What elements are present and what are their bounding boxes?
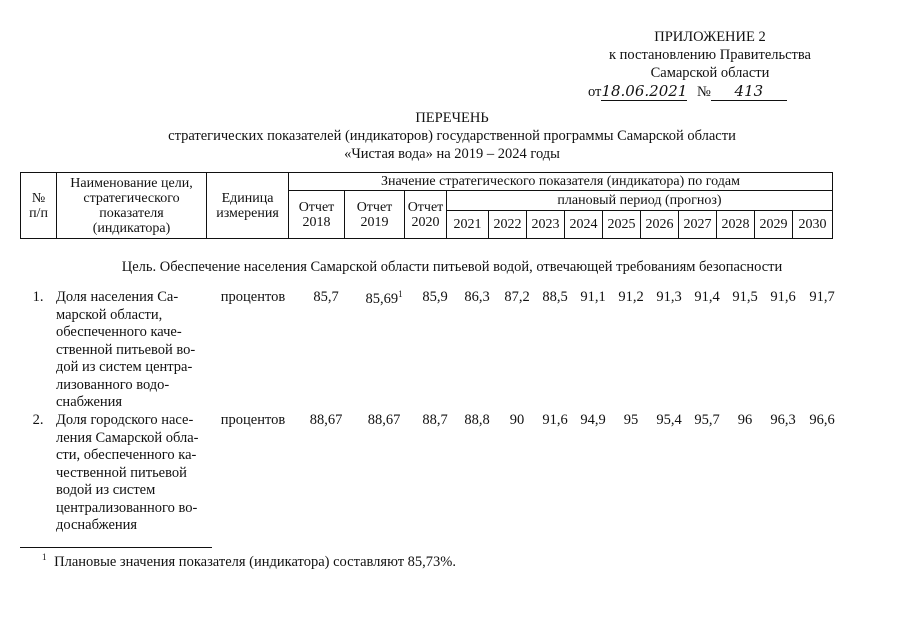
col-header-year: 2024 <box>565 211 603 239</box>
value-cell: 85,7 <box>313 289 339 305</box>
value-cell: 95 <box>623 412 639 428</box>
row-2-unit: процентов <box>220 412 286 428</box>
value-cell: 86,3 <box>464 289 490 305</box>
value-cell: 91,2 <box>618 289 644 305</box>
value-cell: 85,9 <box>422 289 448 305</box>
footnote-separator <box>20 547 212 548</box>
value-cell: 88,8 <box>464 412 490 428</box>
value-cell: 91,6 <box>770 289 796 305</box>
col-header-report-2019: Отчет 2019 <box>345 191 405 239</box>
col-header-report-2018: Отчет 2018 <box>289 191 345 239</box>
annex-date-line <box>588 82 818 101</box>
value-cell: 91,3 <box>656 289 682 305</box>
col-header-num: № п/п <box>21 173 57 239</box>
col-header-report-2020: Отчет 2020 <box>405 191 447 239</box>
footnote-mark: 1 <box>42 552 47 562</box>
value-cell: 95,4 <box>656 412 682 428</box>
row-2-num: 2. <box>32 412 44 428</box>
value-cell: 94,9 <box>580 412 606 428</box>
value-cell: 96 <box>737 412 753 428</box>
document-subtitle-1: стратегических показателей (индикаторов) государственной программы Самарской области <box>168 128 736 144</box>
value-cell: 88,5 <box>542 289 568 305</box>
annex-title: ПРИЛОЖЕНИЕ 2 <box>654 29 766 45</box>
col-header-year: 2023 <box>527 211 565 239</box>
col-header-year: 2022 <box>489 211 527 239</box>
value-cell: 90 <box>509 412 525 428</box>
value-cell: 91,4 <box>694 289 720 305</box>
document-title: ПЕРЕЧЕНЬ <box>415 110 489 126</box>
annex-line1: к постановлению Правительства <box>609 47 811 63</box>
value-cell: 91,7 <box>809 289 835 305</box>
value-cell: 91,1 <box>580 289 606 305</box>
col-header-year: 2021 <box>447 211 489 239</box>
number-prefix: № <box>697 84 711 100</box>
col-header-year: 2027 <box>679 211 717 239</box>
date-value: 18.06.2021 <box>601 82 688 100</box>
col-header-year: 2030 <box>793 211 833 239</box>
col-header-year: 2025 <box>603 211 641 239</box>
indicators-table-header <box>20 172 833 239</box>
annex-line2: Самарской области <box>650 65 770 81</box>
value-cell: 88,67 <box>367 412 401 428</box>
col-header-year: 2028 <box>717 211 755 239</box>
col-header-year: 2026 <box>641 211 679 239</box>
col-header-name: Наименование цели, стратегического показателя (индикатора) <box>57 173 207 239</box>
value-cell: 91,6 <box>542 412 568 428</box>
col-header-planned-group: плановый период (прогноз) <box>447 191 833 211</box>
value-cell: 88,7 <box>422 412 448 428</box>
col-header-unit: Единица измерения <box>207 173 289 239</box>
date-prefix: от <box>588 84 602 100</box>
col-header-values-group: Значение стратегического показателя (индикатора) по годам <box>289 173 833 191</box>
footnote <box>42 552 456 571</box>
value-cell: 85,69$^1$ <box>365 289 403 307</box>
value-cell: 96,6 <box>809 412 835 428</box>
value-cell: 95,7 <box>694 412 720 428</box>
value-cell: 91,5 <box>732 289 758 305</box>
number-value: 413 <box>711 82 787 101</box>
row-1-unit: процентов <box>220 289 286 305</box>
value-cell: 88,67 <box>309 412 343 428</box>
row-2-name: Доля городского насе- ления Самарской обла- сти, обеспеченного ка- чественной питьевой водой из систем централизованного во- доснабжения <box>56 412 199 533</box>
col-header-year: 2029 <box>755 211 793 239</box>
row-1-num: 1. <box>32 289 44 305</box>
value-cell: 96,3 <box>770 412 796 428</box>
document-subtitle-2: «Чистая вода» на 2019 – 2024 годы <box>344 146 560 162</box>
footnote-ref: 1 <box>398 289 403 299</box>
value-cell: 87,2 <box>504 289 530 305</box>
footnote-text: Плановые значения показателя (индикатора) составляют 85,73%. <box>54 553 457 570</box>
goal-text: Цель. Обеспечение населения Самарской области питьевой водой, отвечающей требованиям безопасности <box>121 259 783 275</box>
row-1-name: Доля населения Са- марской области, обеспеченного каче- ственной питьевой во- дой из систем центра- лизованного водо- снабжения <box>56 289 196 410</box>
